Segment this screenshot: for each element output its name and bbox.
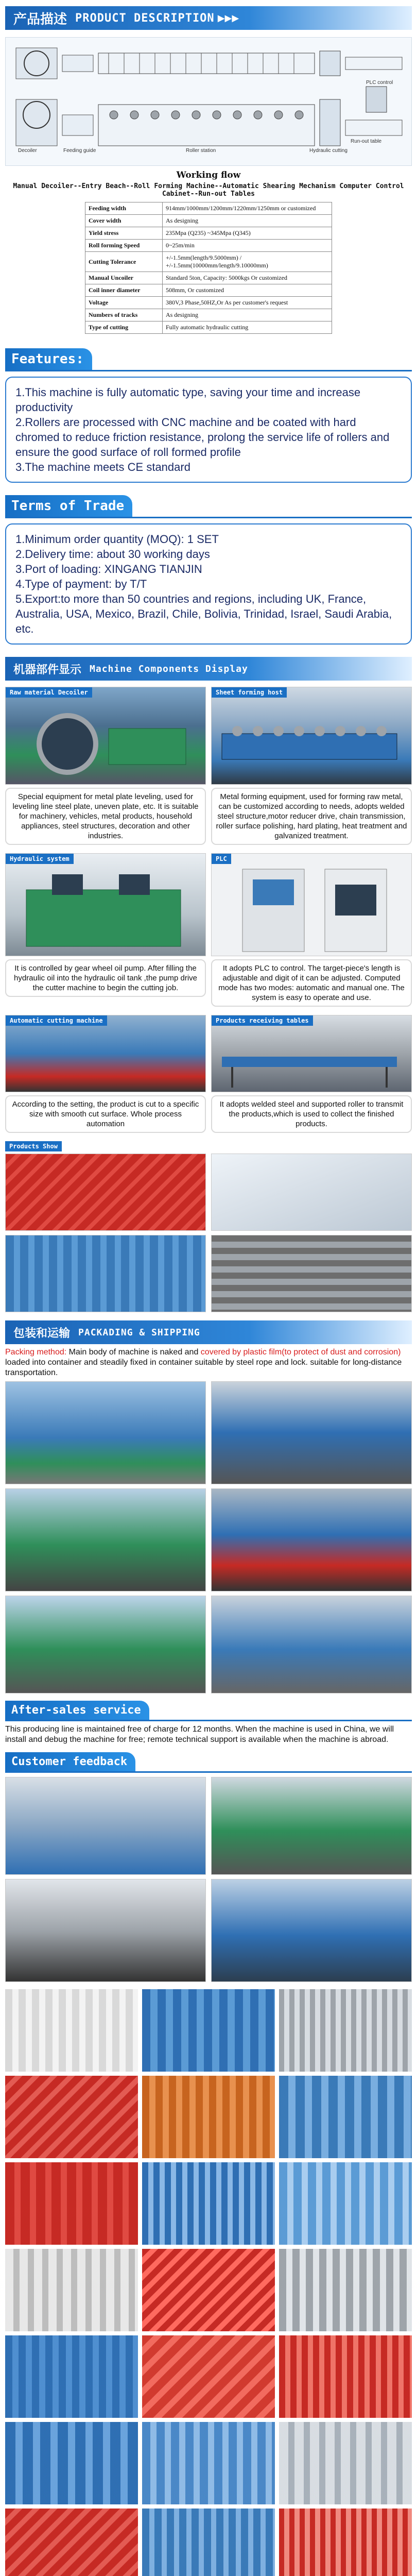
- container-photo: [211, 1488, 412, 1591]
- packing-text-black: Main body of machine is naked and: [68, 1348, 201, 1357]
- profile-samples-grid: [5, 1989, 412, 2576]
- white-panel-photo: [211, 1154, 412, 1231]
- packaging-photo: [5, 1381, 206, 1484]
- packaging-text: [5, 1347, 412, 1378]
- spec-value: 914mm/1000mm/1200mm/1220mm/1250mm or customized: [163, 202, 332, 215]
- products-show-section: [5, 1141, 412, 1151]
- profile-sample: [279, 2076, 412, 2158]
- spec-row: [85, 252, 332, 272]
- profile-sample: [142, 2076, 275, 2158]
- component-row-2: [5, 853, 412, 1007]
- profile-sample: [142, 1989, 275, 2072]
- spec-key: Cutting Tolerance: [85, 252, 163, 272]
- machine-components-banner: [5, 657, 412, 681]
- plc-illustration: [212, 854, 407, 956]
- plc-photo: [211, 853, 412, 956]
- profile-sample: [279, 2422, 412, 2504]
- label-plc-control: PLC control: [366, 80, 393, 86]
- component-row-1: [5, 687, 412, 845]
- banner-en-title: Machine Components Display: [90, 663, 248, 674]
- banner-cn-title: 机器部件显示: [13, 663, 82, 676]
- banner-en-title: PACKADING & SHIPPING: [78, 1327, 200, 1338]
- working-flow-title: Working flow: [176, 170, 241, 180]
- profile-sample: [279, 2509, 412, 2576]
- cutting-photo: [5, 1015, 206, 1092]
- component-tag: Products receiving tables: [212, 1015, 313, 1026]
- loading-photo: [211, 1596, 412, 1693]
- spec-key: Numbers of tracks: [85, 309, 163, 321]
- component-caption: Special equipment for metal plate leveling, used for leveling line steel plate, uneven plate, etc. It is suitable for machinery, vehicles, metal products, household appliances, steel structures, decoration and other industries.: [5, 788, 206, 845]
- packaging-banner: [5, 1320, 412, 1344]
- spec-key: Roll forming Speed: [85, 240, 163, 252]
- working-flow-line: Manual Decoiler--Entry Beach--Roll Forming Machine--Automatic Shearing Mechanism Computer Control Cabinet--Run-out Tables: [13, 182, 404, 198]
- profile-sample: [279, 2162, 412, 2245]
- spec-row: [85, 272, 332, 284]
- packaging-photo: [211, 1381, 412, 1484]
- decoiler-illustration: [6, 687, 201, 785]
- machine-line-diagram: [5, 37, 412, 166]
- profile-sample: [5, 2509, 138, 2576]
- feature-item: 2.Rollers are processed with CNC machine and be coated with hard chromed to reduce friction resistance, prolong the service life of rollers and ensure the good surface of roll formed profile: [15, 416, 390, 459]
- component-caption: Metal forming equipment, used for forming raw metal, can be customized according to needs, adopts welded steel structure,motor reducer drive, chain transmission, roller surface polishing, hard plating, heat treatment and galvanized treatment.: [211, 788, 412, 845]
- feature-item: 3.The machine meets CE standard: [15, 461, 190, 473]
- products-show-tag: Products Show: [5, 1141, 62, 1151]
- spec-value: As designing: [163, 309, 332, 321]
- component-caption: It adopts welded steel and supported roller to transmit the products,which is used to collect the finished products.: [211, 1095, 412, 1133]
- spec-key: Cover width: [85, 215, 163, 227]
- component-caption: It adopts PLC to control. The target-piece's length is adjustable and digit of it can be adjusted. Computed mode has two modes: automatic and manual one. The system is easy to operate and use.: [211, 959, 412, 1007]
- profile-sample: [142, 2509, 275, 2576]
- product-description-banner: [5, 6, 412, 30]
- profile-sample: [142, 2249, 275, 2331]
- hydraulic-illustration: [6, 854, 201, 956]
- label-feeding-guide: Feeding guide: [63, 148, 96, 154]
- terms-title: Terms of Trade: [5, 495, 132, 517]
- spec-row: [85, 240, 332, 252]
- spec-value: As designing: [163, 215, 332, 227]
- banner-cn-title: 包装和运输: [13, 1326, 71, 1340]
- component-caption: According to the setting, the product is cut to a specific size with smooth cut surface. Whole process automation: [5, 1095, 206, 1133]
- spec-row: [85, 215, 332, 227]
- spec-table: [85, 202, 332, 334]
- spec-key: Feeding width: [85, 202, 163, 215]
- spec-value: 380V,3 Phase,50HZ,Or As per customer's request: [163, 297, 332, 309]
- term-item: 3.Port of loading: XINGANG TIANJIN: [15, 563, 202, 575]
- packing-text-tail: loaded into container and steadily fixed in container suitable by steel rope and lock. suitable for long-distance transportation.: [5, 1358, 402, 1377]
- spec-value: Standard 5ton, Capacity: 5000kgs Or customized: [163, 272, 332, 284]
- receiving-table-illustration: [212, 1015, 407, 1092]
- forming-host-photo: [211, 687, 412, 785]
- spec-row: [85, 297, 332, 309]
- component-tag: Automatic cutting machine: [6, 1015, 107, 1026]
- spec-key: Type of cutting: [85, 321, 163, 334]
- profile-sample: [142, 2335, 275, 2418]
- spec-row: [85, 227, 332, 240]
- forming-host-illustration: [212, 687, 407, 785]
- component-tag: Sheet forming host: [212, 687, 287, 698]
- component-row-3: [5, 1015, 412, 1133]
- label-decoiler: Decoiler: [18, 148, 37, 154]
- profile-sample: [279, 2335, 412, 2418]
- spec-row: [85, 202, 332, 215]
- component-caption: It is controlled by gear wheel oil pump. After filling the hydraulic oil into the hydraulic oil tank ,the pump drive the cutter machine to begin the cutting job.: [5, 959, 206, 997]
- packaging-row-3: [5, 1596, 412, 1693]
- blue-roof-photo: [5, 1235, 206, 1312]
- spec-key: Voltage: [85, 297, 163, 309]
- feedback-photo: [5, 1777, 206, 1875]
- label-runout-table: Run-out table: [351, 139, 382, 144]
- spec-value: 235Mpa (Q235) ~345Mpa (Q345): [163, 227, 332, 240]
- term-item: 4.Type of payment: by T/T: [15, 578, 147, 590]
- decoiler-photo: [5, 687, 206, 785]
- after-sales-title: After-sales service: [5, 1701, 149, 1720]
- component-tag: PLC: [212, 854, 231, 864]
- profile-sample: [279, 2249, 412, 2331]
- hydraulic-photo: [5, 853, 206, 956]
- feature-item: 1.This machine is fully automatic type, saving your time and increase productivity: [15, 386, 361, 414]
- term-item: 5.Export:to more than 50 countries and regions, including UK, France, Australia, USA, Mexico, Brazil, Chile, Bolivia, Trinidad, Israel, Saudi Arabia, etc.: [15, 592, 392, 635]
- divider: [5, 1771, 412, 1773]
- terms-box: [5, 523, 412, 645]
- feedback-row-2: [5, 1879, 412, 1982]
- feedback-photo: [211, 1879, 412, 1982]
- packaging-row-1: [5, 1381, 412, 1484]
- term-item: 1.Minimum order quantity (MOQ): 1 SET: [15, 533, 219, 546]
- feedback-row-1: [5, 1777, 412, 1875]
- after-sales-text: This producing line is maintained free of charge for 12 months. When the machine is used in China, we will install and debug the machine for free; remote technical support is available when the machine is abroad.: [5, 1725, 394, 1744]
- profile-sample: [5, 2249, 138, 2331]
- packing-text-red: covered by plastic film(to protect of dust and corrosion): [200, 1348, 401, 1357]
- spec-value: 0~25m/min: [163, 240, 332, 252]
- component-tag: Hydraulic system: [6, 854, 74, 864]
- component-tag: Raw material Decoiler: [6, 687, 92, 698]
- products-show-row-2: [5, 1235, 412, 1312]
- spec-row: [85, 309, 332, 321]
- profile-sample: [142, 2162, 275, 2245]
- spec-value: 508mm, Or customized: [163, 284, 332, 297]
- packing-method-lead: Packing method:: [5, 1348, 67, 1357]
- spec-key: Coil inner diameter: [85, 284, 163, 297]
- label-roller-station: Roller station: [186, 148, 216, 154]
- divider: [5, 370, 412, 371]
- spec-row: [85, 321, 332, 334]
- feedback-photo: [5, 1879, 206, 1982]
- divider: [5, 517, 412, 518]
- label-hydraulic-cutting: Hydraulic cutting: [309, 148, 348, 154]
- loading-photo: [5, 1596, 206, 1693]
- profile-sample: [142, 2422, 275, 2504]
- products-show-row-1: [5, 1154, 412, 1231]
- spec-key: Manual Uncoiler: [85, 272, 163, 284]
- grey-tile-photo: [211, 1235, 412, 1312]
- term-item: 2.Delivery time: about 30 working days: [15, 548, 210, 561]
- profile-sample: [5, 2076, 138, 2158]
- features-box: [5, 377, 412, 483]
- divider: [5, 1720, 412, 1721]
- feedback-photo: [211, 1777, 412, 1875]
- production-line-drawing: [6, 38, 411, 166]
- banner-cn-title: 产品描述: [13, 11, 67, 27]
- banner-en-title: PRODUCT DESCRIPTION: [75, 11, 215, 25]
- chevron-right-icon: ▶▶▶: [217, 12, 239, 23]
- profile-sample: [5, 2335, 138, 2418]
- features-title: Features:: [5, 348, 92, 370]
- receiving-table-photo: [211, 1015, 412, 1092]
- spec-key: Yield stress: [85, 227, 163, 240]
- profile-sample: [5, 2422, 138, 2504]
- spec-value: +/-1.5mm(length/9.5000mm) / +/-1.5mm(10000mm/length/9.10000mm): [163, 252, 332, 272]
- profile-sample: [5, 1989, 138, 2072]
- packaging-row-2: [5, 1488, 412, 1591]
- profile-sample: [5, 2162, 138, 2245]
- red-roof-tile-photo: [5, 1154, 206, 1231]
- feedback-title: Customer feedback: [5, 1752, 135, 1771]
- profile-sample: [279, 1989, 412, 2072]
- spec-row: [85, 284, 332, 297]
- container-photo: [5, 1488, 206, 1591]
- spec-value: Fully automatic hydraulic cutting: [163, 321, 332, 334]
